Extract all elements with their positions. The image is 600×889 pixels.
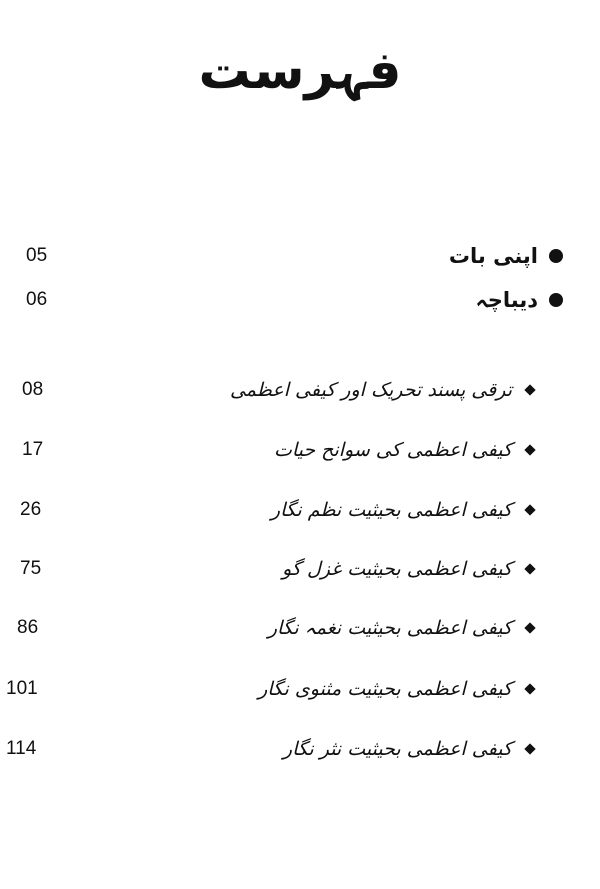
toc-entry <box>0 370 600 410</box>
page-number: 06 <box>26 289 48 310</box>
toc-entry <box>0 729 600 769</box>
entry-title: اپنی بات <box>448 244 538 268</box>
entry-title: کیفی اعظمی کی سوانح حیات <box>273 439 512 461</box>
toc-entry <box>0 608 600 648</box>
page-number: 114 <box>6 738 37 759</box>
toc-entry <box>0 280 600 320</box>
bullet-icon <box>524 683 535 694</box>
entry-title: کیفی اعظمی بحیثیت مثنوی نگار <box>258 678 512 700</box>
entry-title: کیفی اعظمی بحیثیت نظم نگار <box>270 499 512 521</box>
page-number: 26 <box>20 499 42 520</box>
bullet-icon <box>524 504 535 515</box>
page-title: فہرست <box>198 41 402 101</box>
entry-title: کیفی اعظمی بحیثیت نثر نگار <box>282 738 512 760</box>
toc-entry <box>0 549 600 589</box>
page-number: 05 <box>26 245 48 266</box>
bullet-icon <box>524 563 535 574</box>
entry-title: کیفی اعظمی بحیثیت نغمہ نگار <box>267 617 512 639</box>
page-number: 75 <box>20 558 42 579</box>
toc-entry <box>0 490 600 530</box>
toc-entry <box>0 430 600 470</box>
toc-entry <box>0 236 600 276</box>
entry-title: دیباچہ <box>475 288 538 312</box>
entry-title: کیفی اعظمی بحیثیت غزل گو <box>282 558 512 580</box>
toc-entry <box>0 669 600 709</box>
bullet-icon <box>524 444 535 455</box>
page-number: 101 <box>6 678 38 699</box>
bullet-icon <box>549 249 563 263</box>
page-number: 17 <box>22 439 44 460</box>
bullet-icon <box>524 743 535 754</box>
bullet-icon <box>549 293 563 307</box>
page-number: 08 <box>22 379 44 400</box>
page-number: 86 <box>17 617 39 638</box>
bullet-icon <box>524 622 535 633</box>
entry-title: ترقی پسند تحریک اور کیفی اعظمی <box>229 379 512 401</box>
bullet-icon <box>524 384 535 395</box>
